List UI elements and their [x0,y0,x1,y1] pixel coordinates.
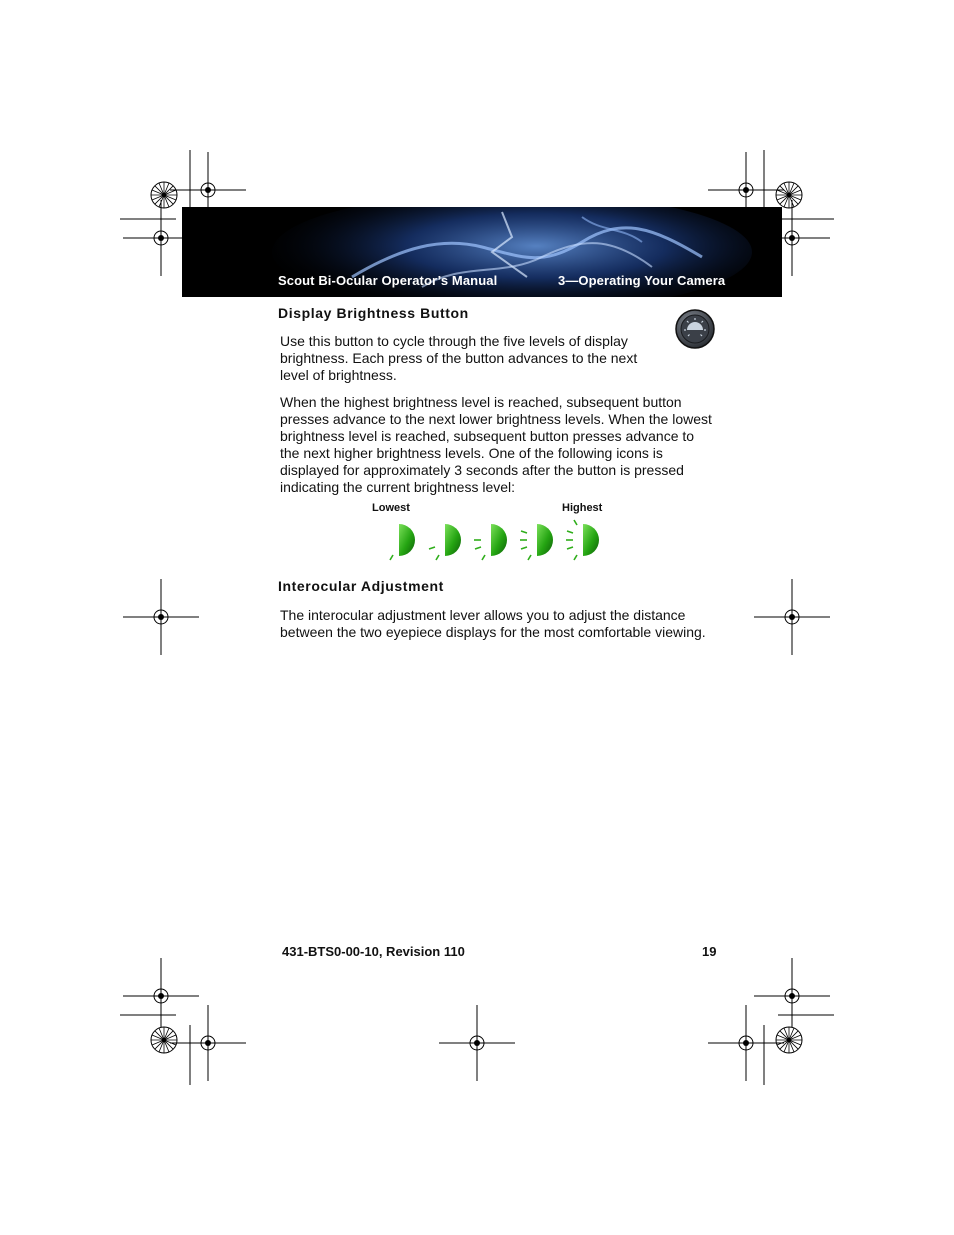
brightness-level-5-icon [566,520,599,560]
text-line: Use this button to cycle through the five levels of display [280,333,628,349]
starburst-mark [776,182,802,208]
brightness-level-4-icon [520,524,553,560]
text-line: indicating the current brightness level: [280,479,516,495]
brightness-button-icon [675,309,715,349]
registration-mark [754,579,830,655]
registration-mark [123,579,199,655]
text-line: displayed for approximately 3 seconds after the button is pressed [280,462,684,478]
brightness-level-icons [380,518,610,564]
chapter-title: 3—Operating Your Camera [558,273,726,288]
section-heading-interocular: Interocular Adjustment [278,578,444,594]
registration-mark [439,1005,515,1081]
brightness-paragraph-2 [280,394,712,496]
starburst-mark [776,1027,802,1053]
text-line: presses advance to the next lower brightness levels. When the lowest [280,411,712,427]
starburst-mark [151,1027,177,1053]
header-banner [182,207,782,297]
text-line: between the two eyepiece displays for the most comfortable viewing. [280,624,706,640]
text-line: level of brightness. [280,367,397,383]
brightness-paragraph-1 [280,333,637,384]
lowest-label: Lowest [372,502,410,514]
text-line: When the highest brightness level is reached, subsequent button [280,394,682,410]
registration-mark [123,958,199,1034]
section-heading-brightness: Display Brightness Button [278,305,469,321]
text-line: the next higher brightness levels. One of the following icons is [280,445,663,461]
registration-mark [170,1005,246,1081]
text-line: The interocular adjustment lever allows you to adjust the distance [280,607,686,623]
highest-label: Highest [562,502,603,514]
page-number: 19 [702,944,717,959]
registration-mark [708,1005,784,1081]
interocular-paragraph [280,607,706,641]
text-line: brightness. Each press of the button advances to the next [280,350,638,366]
registration-mark [754,958,830,1034]
brightness-level-2-icon [429,524,461,560]
brightness-level-1-icon [390,524,415,560]
manual-title: Scout Bi-Ocular Operator’s Manual [278,273,498,288]
starburst-mark [151,182,177,208]
brightness-level-3-icon [474,524,507,560]
text-line: brightness level is reached, subsequent button presses advance to [280,428,695,444]
document-number: 431-BTS0-00-10, Revision 110 [282,944,465,959]
